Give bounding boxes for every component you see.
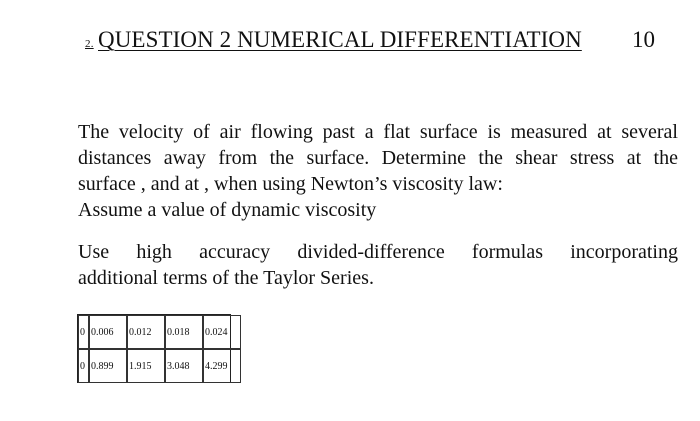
- table-row: [78, 315, 241, 349]
- table-cell: 0.018: [165, 315, 203, 349]
- data-table: [77, 314, 231, 383]
- problem-description-line-1: The velocity of air flowing past a flat surface is measured at several: [78, 121, 678, 143]
- method-instruction-line-2: additional terms of the Taylor Series.: [78, 267, 374, 289]
- table-cell: 1.915: [127, 349, 165, 383]
- problem-description-line-3: surface , and at , when using Newton’s viscosity law:: [78, 173, 503, 195]
- method-instruction-line-1: Use high accuracy divided-difference formulas incorporating: [78, 241, 678, 263]
- question-title: QUESTION 2 NUMERICAL DIFFERENTIATION: [98, 27, 582, 52]
- table-cell: 0.006: [89, 315, 127, 349]
- table-cell: 4.299: [203, 349, 241, 383]
- question-marks: 10: [632, 27, 655, 52]
- table-cell: 0: [78, 349, 89, 383]
- question-heading: [85, 27, 660, 61]
- problem-description: [78, 119, 678, 223]
- method-instruction: [78, 239, 678, 291]
- problem-description-line-4: Assume a value of dynamic viscosity: [78, 199, 377, 221]
- table-cell: 3.048: [165, 349, 203, 383]
- data-table-grid: [78, 315, 241, 383]
- table-cell: 0: [78, 315, 89, 349]
- table-cell: 0.024: [203, 315, 241, 349]
- table-row: [78, 349, 241, 383]
- problem-description-line-2: distances away from the surface. Determine the shear stress at the: [78, 147, 678, 169]
- question-number: 2.: [85, 38, 94, 50]
- table-cell: 0.899: [89, 349, 127, 383]
- table-cell: 0.012: [127, 315, 165, 349]
